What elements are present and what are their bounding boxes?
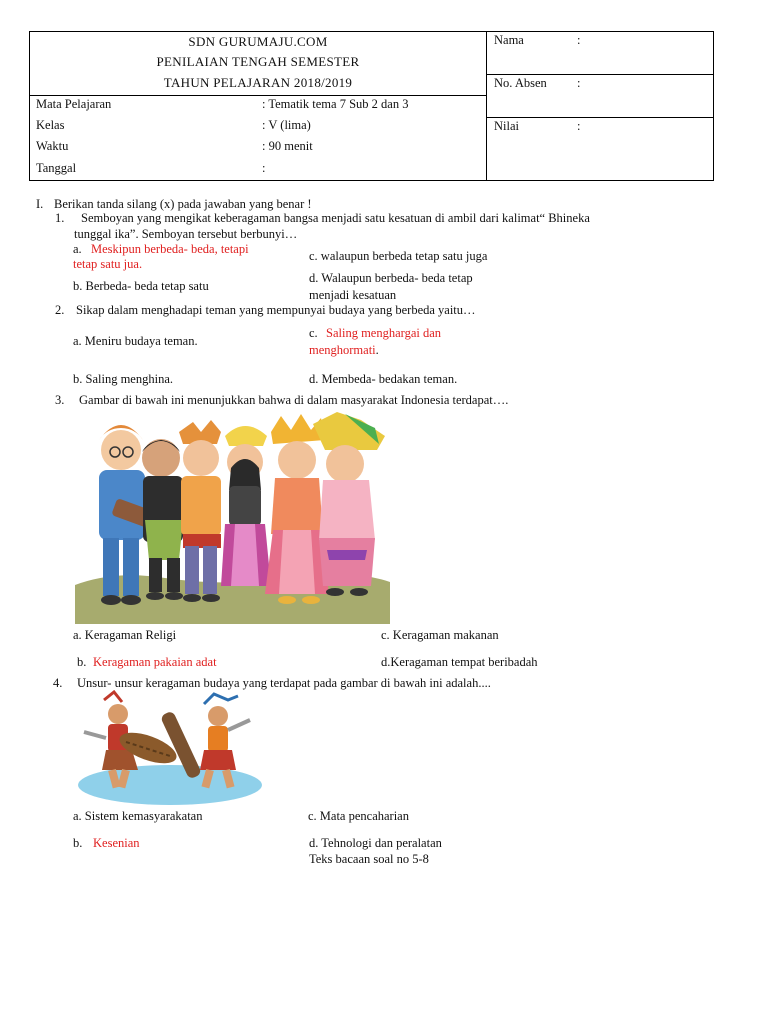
header-table (29, 31, 714, 181)
time-value: : 90 menit (262, 139, 313, 153)
q3-number: 3. (55, 393, 65, 407)
school-name: SDN GURUMAJU.COM (188, 34, 328, 49)
exam-title: PENILAIAN TENGAH SEMESTER (156, 54, 360, 69)
q1-option-c[interactable]: c. walaupun berbeda tetap satu juga (309, 249, 488, 263)
q2-number: 2. (55, 303, 65, 317)
q4-option-b-letter[interactable]: b. (73, 836, 83, 850)
q2-option-c-answer[interactable] (309, 343, 379, 358)
q1-text: Semboyan yang mengikat keberagaman bangsa menjadi satu kesatuan di ambil dari kalimat“ Bhineka (81, 211, 590, 225)
traditional-dance-illustration (78, 690, 263, 805)
section-number: I. (36, 197, 44, 211)
q1-option-d[interactable]: d. Walaupun berbeda- beda tetap (309, 271, 473, 285)
q2-option-c-answer[interactable]: Saling menghargai dan (326, 326, 442, 340)
score-field[interactable]: : (577, 119, 581, 133)
q1-option-a-answer[interactable]: Meskipun berbeda- beda, tetapi (91, 242, 249, 256)
q2-option-d[interactable]: d. Membeda- bedakan teman. (309, 372, 458, 386)
q3-option-a[interactable]: a. Keragaman Religi (73, 628, 177, 642)
q1-option-a-letter[interactable]: a. (73, 242, 82, 256)
score-label: Nilai (494, 119, 519, 133)
q3-option-b-letter[interactable]: b. (77, 655, 87, 669)
class-value: : V (lima) (262, 118, 311, 132)
date-value: : (262, 161, 266, 175)
q2-text: Sikap dalam menghadapi teman yang mempunyai budaya yang berbeda yaitu… (76, 303, 476, 317)
date-label: Tanggal (36, 161, 77, 175)
subject-label: Mata Pelajaran (36, 97, 112, 111)
q4-text: Unsur- unsur keragaman budaya yang terdapat pada gambar di bawah ini adalah.... (77, 676, 491, 690)
subject-value: : Tematik tema 7 Sub 2 dan 3 (262, 97, 409, 111)
absen-field[interactable]: : (577, 76, 581, 90)
q1-option-a-answer[interactable]: tetap satu jua. (73, 257, 143, 271)
reading-text-note: Teks bacaan soal no 5-8 (309, 852, 429, 866)
name-label: Nama (494, 33, 524, 47)
q4-option-a[interactable]: a. Sistem kemasyarakatan (73, 809, 203, 823)
q1-text: tunggal ika”. Semboyan tersebut berbunyi… (74, 227, 298, 241)
section-instruction: Berikan tanda silang (x) pada jawaban yang benar ! (54, 197, 312, 211)
q1-option-d[interactable]: menjadi kesatuan (309, 288, 397, 302)
q2-option-c-letter[interactable]: c. (309, 326, 318, 340)
q1-number: 1. (55, 211, 65, 225)
name-field[interactable]: : (577, 33, 581, 47)
time-label: Waktu (36, 139, 69, 153)
q3-text: Gambar di bawah ini menunjukkan bahwa di dalam masyarakat Indonesia terdapat…. (79, 393, 509, 407)
q4-option-b-answer[interactable]: Kesenian (93, 836, 140, 850)
q3-option-b-answer[interactable]: Keragaman pakaian adat (93, 655, 217, 669)
header-divider (30, 95, 486, 96)
q2-option-c-period: . (375, 343, 379, 357)
q4-option-d[interactable]: d. Tehnologi dan peralatan (309, 836, 442, 850)
header-divider (486, 74, 714, 75)
traditional-costumes-illustration (75, 410, 390, 624)
q1-option-b[interactable]: b. Berbeda- beda tetap satu (73, 279, 209, 293)
class-label: Kelas (36, 118, 65, 132)
absen-label: No. Absen (494, 76, 547, 90)
q3-option-c[interactable]: c. Keragaman makanan (381, 628, 499, 642)
q2-option-b[interactable]: b. Saling menghina. (73, 372, 173, 386)
q2-option-c-answer-text: menghormati (309, 343, 376, 357)
header-divider (486, 117, 714, 118)
q4-number: 4. (53, 676, 63, 690)
q3-option-d[interactable]: d.Keragaman tempat beribadah (381, 655, 538, 669)
q4-option-c[interactable]: c. Mata pencaharian (308, 809, 409, 823)
header-divider (486, 32, 487, 180)
q2-option-a[interactable]: a. Meniru budaya teman. (73, 334, 198, 348)
school-year: TAHUN PELAJARAN 2018/2019 (163, 75, 353, 90)
